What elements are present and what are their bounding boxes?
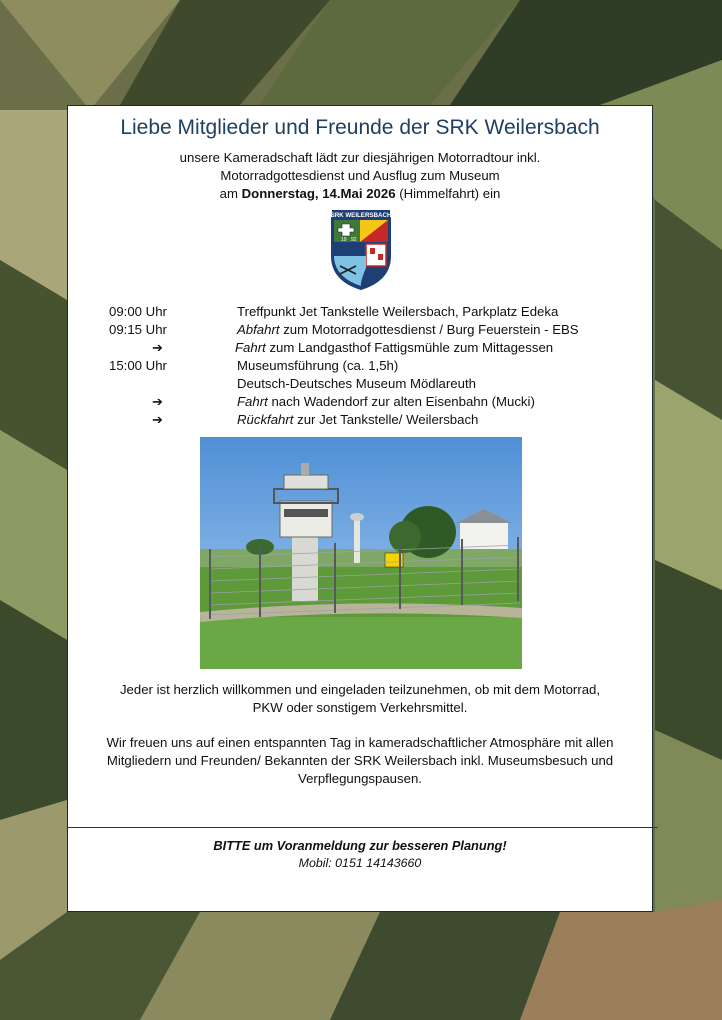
intro-line-1: unsere Kameradschaft lädt zur diesjährigen Motorradtour inkl. bbox=[179, 150, 541, 165]
schedule-lead: Fahrt bbox=[235, 340, 266, 355]
intro-line-3 bbox=[68, 185, 652, 203]
schedule-text-main: Museumsführung (ca. 1,5h) bbox=[237, 358, 399, 373]
page-title: Liebe Mitglieder und Freunde der SRK Weilersbach bbox=[120, 116, 600, 139]
schedule-text bbox=[237, 412, 478, 427]
schedule-text-main: zum Motorradgottesdienst / Burg Feuerstein - EBS bbox=[279, 322, 579, 337]
schedule-time: 09:15 Uhr bbox=[109, 322, 167, 337]
closing-line-2: Mitgliedern und Freunden/ Bekannten der SRK Weilersbach inkl. Museumsbesuch und bbox=[106, 753, 614, 768]
crest-label: SRK WEILERSBACH bbox=[330, 212, 392, 219]
welcome-line-1: Jeder ist herzlich willkommen und eingeladen teilzunehmen, ob mit dem Motorrad, bbox=[119, 682, 601, 697]
museum-watchtower-photo bbox=[200, 437, 522, 669]
crest-year-left: 19 bbox=[341, 237, 347, 243]
club-crest-logo bbox=[330, 208, 392, 290]
schedule-text-main: Deutsch-Deutsches Museum Mödlareuth bbox=[237, 376, 476, 391]
schedule-text-main: zum Landgasthof Fattigsmühle zum Mittagessen bbox=[265, 340, 554, 355]
registration-request: BITTE um Voranmeldung zur besseren Planung! bbox=[213, 838, 507, 853]
intro-line-3-pre: am bbox=[219, 186, 242, 201]
event-date: Donnerstag, 14.Mai 2026 bbox=[241, 186, 396, 201]
arrow-right-icon: ➔ bbox=[152, 340, 163, 355]
schedule-lead: Rückfahrt bbox=[237, 412, 294, 427]
closing-line-1: Wir freuen uns auf einen entspannten Tag in kameradschaftlicher Atmosphäre mit allen bbox=[106, 735, 614, 750]
schedule-time: 09:00 Uhr bbox=[109, 304, 167, 319]
schedule-time: 15:00 Uhr bbox=[109, 358, 167, 373]
schedule-lead: Fahrt bbox=[237, 394, 268, 409]
schedule-text-main: zur Jet Tankstelle/ Weilersbach bbox=[293, 412, 479, 427]
schedule-text bbox=[237, 394, 535, 409]
arrow-right-icon: ➔ bbox=[152, 394, 163, 409]
closing-line-3: Verpflegungspausen. bbox=[298, 771, 422, 786]
schedule-text bbox=[237, 322, 579, 337]
schedule-lead: Abfahrt bbox=[237, 322, 280, 337]
schedule-text bbox=[237, 304, 558, 319]
intro-text bbox=[68, 149, 652, 203]
schedule-text bbox=[235, 340, 553, 355]
intro-line-2: Motorradgottesdienst und Ausflug zum Museum bbox=[220, 168, 500, 183]
welcome-text bbox=[68, 681, 652, 717]
intro-line-3-post: (Himmelfahrt) ein bbox=[395, 186, 501, 201]
welcome-line-2: PKW oder sonstigem Verkehrsmittel. bbox=[252, 700, 468, 715]
schedule-text bbox=[237, 376, 476, 391]
crest-year-right: 92 bbox=[351, 237, 357, 243]
schedule-text-main: Treffpunkt Jet Tankstelle Weilersbach, Parkplatz Edeka bbox=[237, 304, 559, 319]
closing-text bbox=[68, 734, 652, 788]
footer-divider bbox=[68, 827, 658, 828]
schedule-text bbox=[237, 358, 398, 373]
schedule-text-main: nach Wadendorf zur alten Eisenbahn (Mucki) bbox=[267, 394, 535, 409]
mobile-number: Mobil: 0151 14143660 bbox=[298, 856, 422, 870]
arrow-right-icon: ➔ bbox=[152, 412, 163, 427]
invitation-card bbox=[67, 105, 653, 912]
